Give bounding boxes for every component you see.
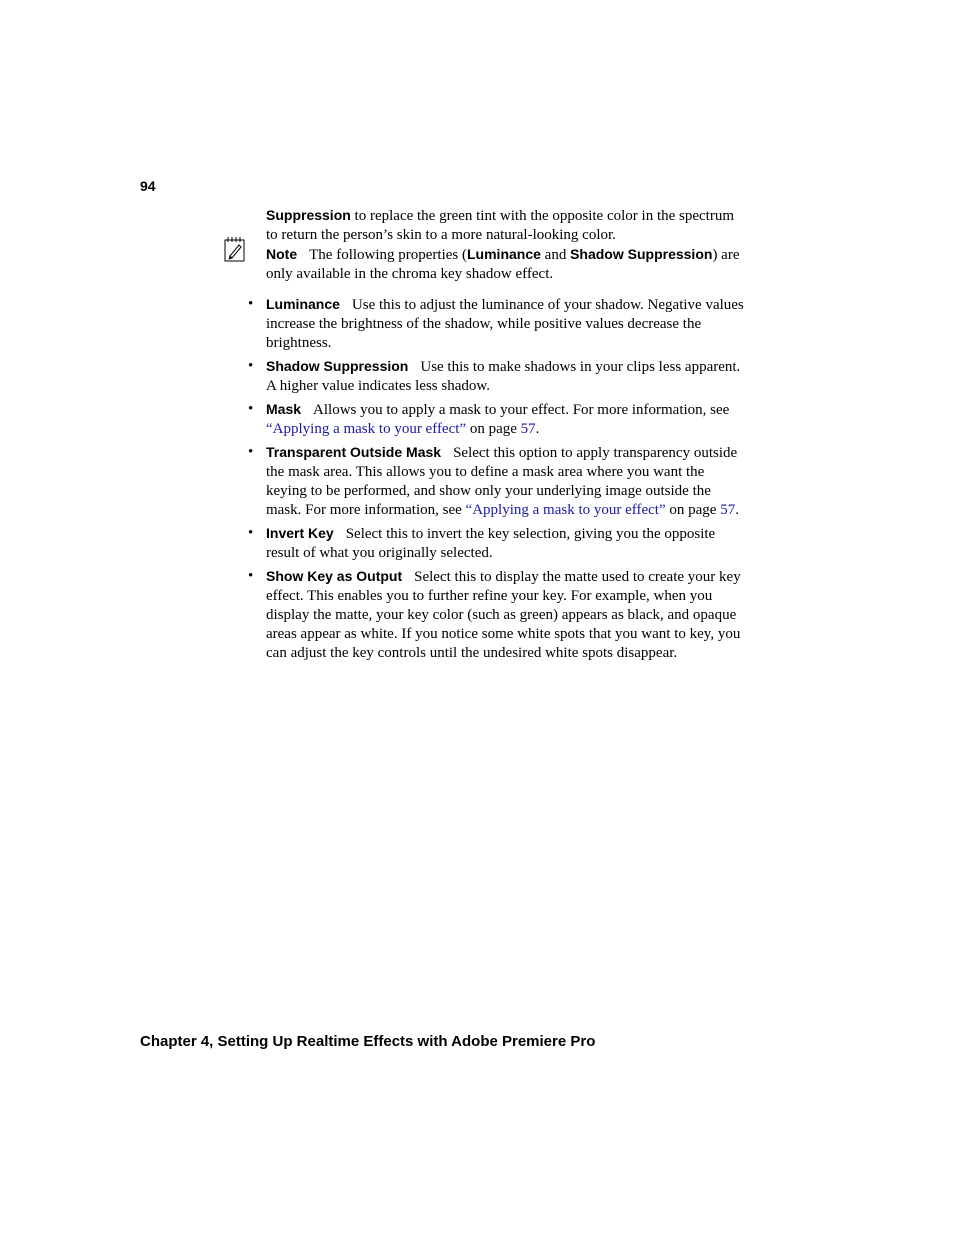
- bullet: •: [248, 358, 254, 374]
- list-item-mask: [248, 400, 744, 439]
- note-label: Note: [266, 246, 298, 262]
- list-item-show-key-as-output: [248, 567, 744, 663]
- item-text: Select this option to apply transparency outside the mask area. This allows you to define a mask area where you want the keying to be performed, and show only your underlying image outside the mask. For more information, see: [266, 445, 738, 518]
- bullet: •: [248, 401, 254, 417]
- chapter-footer: Chapter 4, Setting Up Realtime Effects with Adobe Premiere Pro: [140, 1033, 596, 1050]
- item-text: Allows you to apply a mask to your effect. For more information, see: [313, 402, 730, 418]
- note-text-1: The following properties (: [309, 247, 467, 263]
- item-term: Luminance: [266, 296, 340, 312]
- page-content: [248, 206, 744, 667]
- item-text-end: .: [535, 421, 540, 437]
- item-term: Invert Key: [266, 525, 334, 541]
- item-term: Mask: [266, 401, 302, 417]
- item-text-end: .: [735, 502, 739, 518]
- item-term: Show Key as Output: [266, 568, 403, 584]
- intro-text: to replace the green tint with the opposite color in the spectrum to return the person’s skin to a more natural-looking color.: [266, 208, 735, 243]
- bullet: •: [248, 568, 254, 584]
- applying-mask-link[interactable]: “Applying a mask to your effect”: [465, 502, 666, 518]
- item-text: Select this to display the matte used to create your key effect. This enables you to further refine your key. For example, when you display the matte, your key color (such as green) appears as black, and opaque areas appear as white. If you notice some white spots that you want to key, you can adjust the key controls until the undesired white spots disappear.: [266, 569, 741, 661]
- list-item-shadow-suppression: [248, 357, 744, 396]
- item-term: Transparent Outside Mask: [266, 444, 442, 460]
- item-text: Select this to invert the key selection, giving you the opposite result of what you originally selected.: [266, 526, 716, 561]
- applying-mask-link[interactable]: “Applying a mask to your effect”: [266, 421, 467, 437]
- intro-term: Suppression: [266, 207, 351, 223]
- note-term-luminance: Luminance: [467, 246, 541, 262]
- item-term: Shadow Suppression: [266, 358, 409, 374]
- note-text-2: and: [540, 247, 571, 263]
- item-text: Use this to make shadows in your clips less apparent. A higher value indicates less shadow.: [266, 359, 741, 394]
- note-paragraph: [266, 245, 744, 284]
- item-text-mid: on page: [466, 421, 521, 437]
- notepad-pencil-icon: [224, 236, 246, 262]
- bullet: •: [248, 296, 254, 312]
- page-number: 94: [140, 178, 156, 194]
- page-57-link[interactable]: 57: [520, 421, 536, 437]
- bullet: •: [248, 444, 254, 460]
- bullet: •: [248, 525, 254, 541]
- page-57-link[interactable]: 57: [720, 502, 736, 518]
- list-item-invert-key: [248, 524, 744, 563]
- note-text-3: ) are only available in the chroma key shadow effect.: [266, 247, 740, 282]
- intro-paragraph: [266, 206, 744, 245]
- property-list: [248, 295, 744, 663]
- item-text: Use this to adjust the luminance of your shadow. Negative values increase the brightness of the shadow, while positive values decrease the brightness.: [266, 297, 744, 351]
- note-term-shadow-suppression: Shadow Suppression: [570, 246, 713, 262]
- list-item-transparent-outside-mask: [248, 443, 744, 520]
- item-text-mid: on page: [665, 502, 721, 518]
- list-item-luminance: [248, 295, 744, 353]
